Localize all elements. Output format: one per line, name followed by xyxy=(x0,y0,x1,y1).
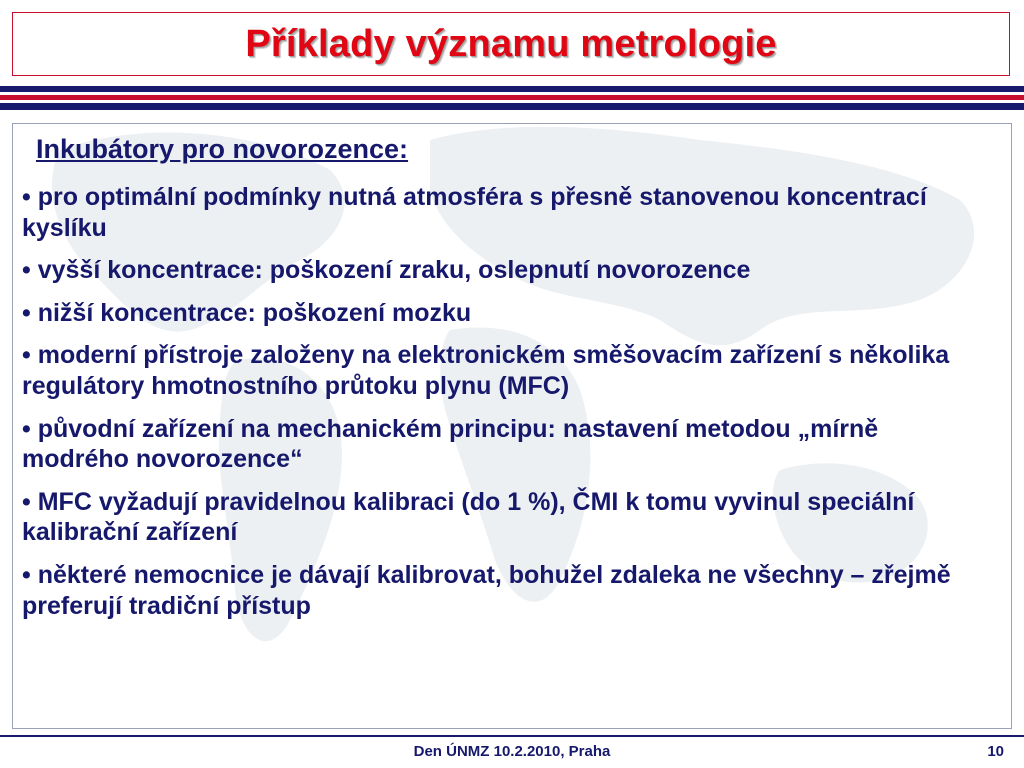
slide-title: Příklady významu metrologie xyxy=(245,22,777,65)
bullet-text: některé nemocnice je dávají kalibrovat, bohužel zdaleka ne všechny – zřejmě preferují tradiční přístup xyxy=(22,560,951,620)
bullet-list xyxy=(22,182,992,633)
bullet-dot: • xyxy=(22,183,31,211)
bullet-item xyxy=(22,182,992,243)
bullet-dot: • xyxy=(22,487,31,516)
bullet-item xyxy=(22,487,992,548)
bullet-item xyxy=(22,298,992,329)
bullet-text: moderní přístroje založeny na elektronickém směšovacím zařízení s několika regulátory hmotnostního průtoku plynu (MFC) xyxy=(22,341,950,400)
section-heading: Inkubátory pro novorozence: xyxy=(36,134,409,164)
bullet-item xyxy=(22,340,992,401)
divider-band-navy-bottom xyxy=(0,103,1024,110)
bullet-dot: • xyxy=(22,256,31,285)
bullet-text: vyšší koncentrace: poškození zraku, oslepnutí novorozence xyxy=(37,256,751,285)
bullet-text: pro optimální podmínky nutná atmosféra s přesně stanovenou koncentrací kyslíku xyxy=(22,183,927,242)
bullet-dot: • xyxy=(22,341,31,370)
bullet-item xyxy=(22,414,992,475)
bullet-text: původní zařízení na mechanickém principu: nastavení metodou „mírně modrého novorozence“ xyxy=(22,414,879,474)
page-number: 10 xyxy=(987,743,1004,760)
bullet-dot: • xyxy=(22,298,31,327)
bullet-dot: • xyxy=(22,560,31,589)
bullet-item xyxy=(22,255,992,286)
divider-band-red xyxy=(0,95,1024,100)
bullet-dot: • xyxy=(22,414,31,443)
bullet-item xyxy=(22,560,992,621)
footer-divider xyxy=(0,735,1024,737)
divider-band-navy-top xyxy=(0,86,1024,92)
title-box xyxy=(12,12,1010,76)
bullet-text: nižší koncentrace: poškození mozku xyxy=(37,298,472,327)
bullet-text: MFC vyžadují pravidelnou kalibraci (do 1 %), ČMI k tomu vyvinul speciální kalibrační zařízení xyxy=(22,487,915,547)
footer-event: Den ÚNMZ 10.2.2010, Praha xyxy=(413,743,611,760)
